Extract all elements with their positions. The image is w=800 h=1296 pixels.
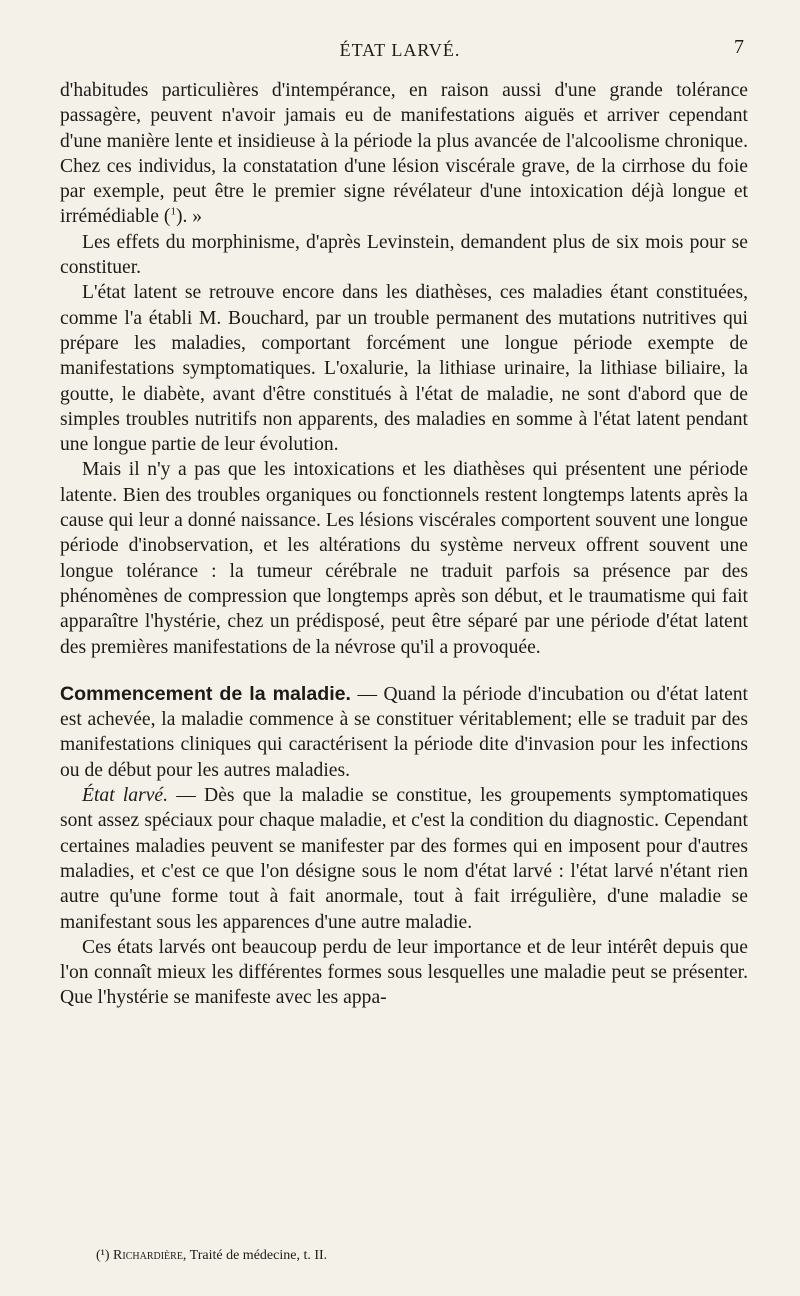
footnote-text: , Traité de médecine, t. II. [182,1248,328,1263]
paragraph: L'état latent se retrouve encore dans les diathèses, ces maladies étant constituées, comme l'a établi M. Bouchard, par un trouble permanent des mutations nutritives qui prépare les maladies, comportant forcément une longue période exempte de manifestations symptomatiques. L'oxalurie, la lithiase urinaire, la lithiase biliaire, la goutte, le diabète, avant d'être constitués à l'état de maladie, ne sont d'abord que de simples troubles nutritifs non apparents, des maladies en somme à l'état latent pendant une longue partie de leur évolution. [60,282,748,456]
footnote-author: Richardière [113,1248,183,1263]
section-heading: Commencement de la maladie. [60,682,352,705]
body-text [60,78,748,1011]
paragraph-text: d'habitudes particulières d'intempérance, en raison aussi d'une grande tolérance passagère, peuvent n'avoir jamais eu de manifestations aiguës et arriver cependant d'une manière lente et insidieuse à la période la plus avancée de l'alcoolisme chronique. Chez ces individus, la constatation d'une lésion viscérale grave, de la cirrhose du foie par exemple, peut être le premier signe révélateur d'une intoxication déjà longue et irrémédiable [60,80,748,228]
paragraph: Mais il n'y a pas que les intoxications et les diathèses qui présentent une période latente. Bien des troubles organiques ou fonctionnels restent longtemps latents après la cause qui leur a donné naissance. Les lésions viscérales comportent souvent une longue période d'inobservation, et les altérations du système nerveux offrent souvent une longue tolérance : la tumeur cérébrale ne traduit parfois sa présence par des phénomènes de compression que longtemps après son début, et le traumatisme qui fait apparaître l'hystérie, chez un prédisposé, peut être séparé par une période d'état latent des premières manifestations de la névrose qu'il a provoquée. [60,459,748,658]
footnote-marker: (¹) [96,1248,110,1263]
section-heading: État larvé. [82,785,169,807]
paragraph: Les effets du morphinisme, d'après Levinstein, demandent plus de six mois pour se constituer. [60,231,748,279]
running-title: ÉTAT LARVÉ. [339,40,461,60]
section-text: — Quand la période d'incubation ou d'état latent est achevée, la maladie commence à se constituer véritablement; elle se traduit par des manifestations cliniques qui caractérisent la période dite d'invasion pour les infections ou de début pour les autres maladies. [60,683,749,781]
section-text: — Dès que la maladie se constitue, les groupements symptomatiques sont assez spéciaux pour chaque maladie, et c'est la condition du diagnostic. Cependant certaines maladies peuvent se manifester par des formes qui en imposent pour d'autres maladies, et c'est ce que l'on désigne sous le nom d'état larvé : l'état larvé n'étant rien autre qu'une forme tout à fait anormale, tout à fait irrégulière, d'une maladie se manifestant sous les apparences d'une autre maladie. [60,785,749,933]
section-commencement [60,682,748,783]
paragraph-tail: . » [182,206,203,228]
paragraph: d'habitudes particulières d'intempérance, en raison aussi d'une grande tolérance passagère, peuvent n'avoir jamais eu de manifestations aiguës et arriver cependant d'une manière lente et insidieuse à la période la plus avancée de l'alcoolisme chronique. Chez ces individus, la constatation d'une lésion viscérale grave, de la cirrhose du foie par exemple, peut être le premier signe révélateur d'une intoxication déjà longue et irrémédiable ($^1$). » [60,80,748,228]
paragraph: Ces états larvés ont beaucoup perdu de leur importance et de leur intérêt depuis que l'on connaît mieux les différentes formes sous lesquelles une maladie peut se présenter. Que l'hystérie se manifeste avec les appa- [60,936,748,1009]
footnote-reference: 1 [170,205,176,218]
footnote [96,1248,736,1264]
section-etat-larve [60,783,748,935]
page-number: 7 [734,36,744,58]
